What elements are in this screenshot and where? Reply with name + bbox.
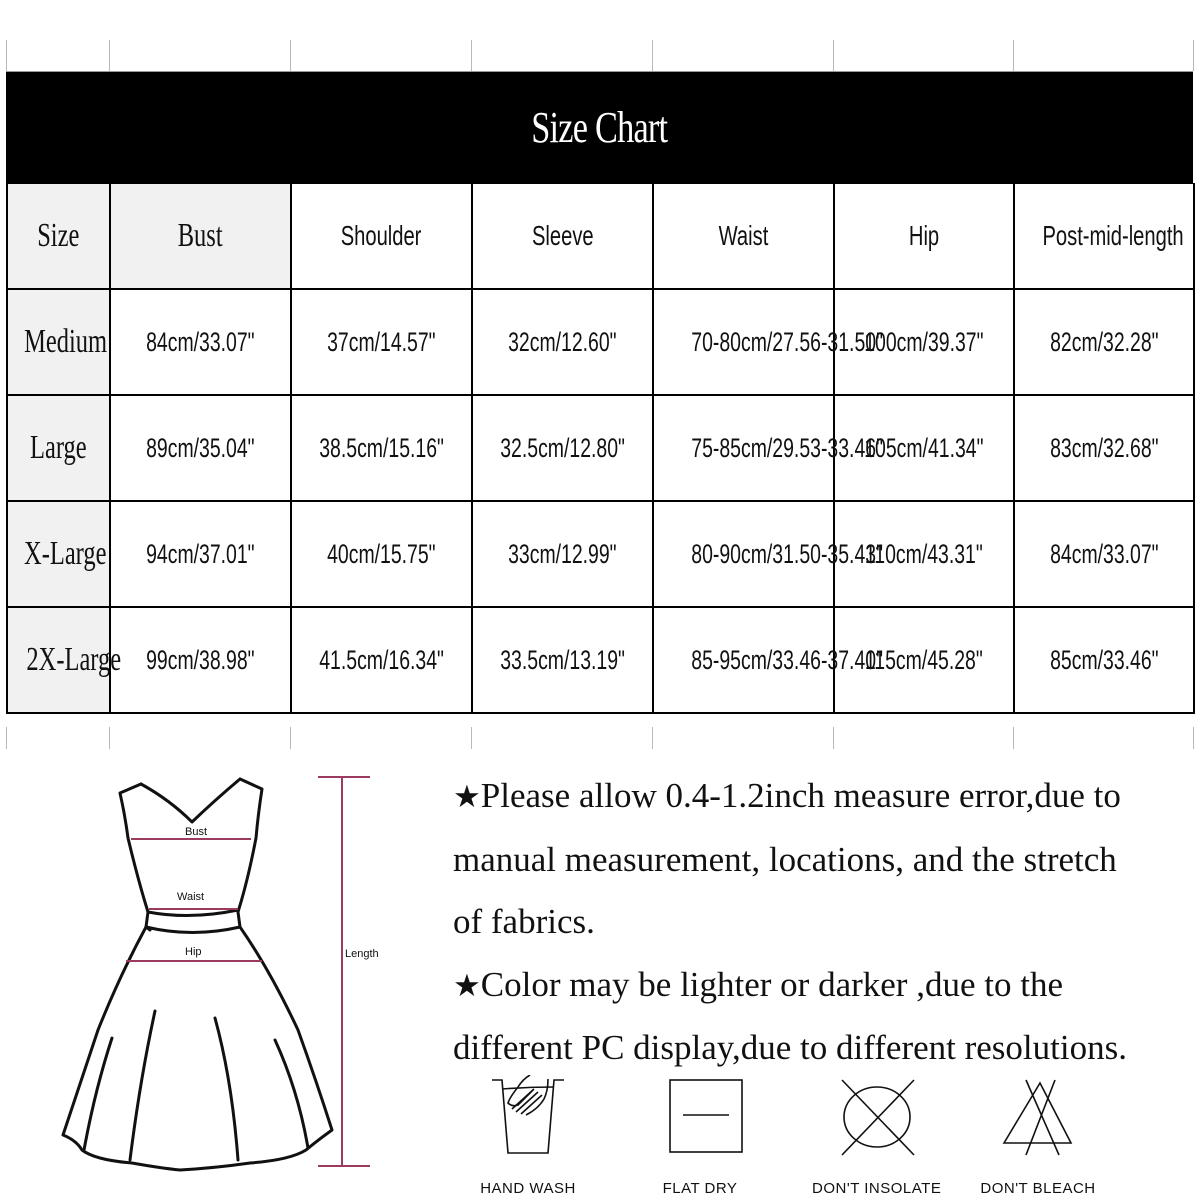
cell-value: 41.5cm/16.34"	[319, 644, 444, 675]
cell-value: 82cm/32.28"	[1049, 326, 1159, 357]
note-measure-error	[453, 765, 1193, 829]
gridline	[471, 40, 472, 71]
table-row	[7, 607, 1194, 713]
cell-shoulder	[291, 501, 472, 607]
cell-sleeve	[472, 395, 653, 501]
size-table	[6, 183, 1195, 714]
care-label: DON'T INSOLATE	[812, 1180, 942, 1197]
size-chart-title: Size Chart	[531, 103, 668, 152]
cell-length	[1014, 289, 1194, 395]
size-label: X-Large	[24, 535, 107, 572]
cell-value: 83cm/32.68"	[1049, 432, 1159, 463]
cell-size	[7, 395, 110, 501]
cell-length	[1014, 395, 1194, 501]
gridline	[109, 727, 110, 749]
dress-measurement-diagram	[60, 765, 400, 1185]
cell-bust	[110, 501, 291, 607]
cell-waist	[653, 607, 883, 713]
flat-dry-icon	[655, 1075, 745, 1160]
note-line: Please allow 0.4-1.2inch measure error,due to	[480, 776, 1121, 815]
gridline	[6, 727, 7, 749]
size-chart	[6, 71, 1193, 714]
cell-sleeve	[472, 501, 653, 607]
table-row	[7, 395, 1194, 501]
header-bust	[110, 184, 291, 290]
gridline	[290, 727, 291, 749]
cell-value: 85-95cm/33.46-37.40"	[691, 644, 883, 675]
header-sleeve	[472, 184, 653, 290]
cell-length	[1014, 607, 1194, 713]
note-line: of fabrics.	[453, 902, 595, 941]
care-label: FLAT DRY	[662, 1180, 738, 1197]
size-label: Medium	[24, 323, 108, 360]
hand-wash-icon	[478, 1075, 578, 1160]
hip-label: Hip	[185, 946, 202, 958]
cell-value: 110cm/43.31"	[865, 538, 983, 569]
gridline	[833, 40, 834, 71]
table-row	[7, 501, 1194, 607]
header-hip	[834, 184, 1014, 290]
cell-shoulder	[291, 607, 472, 713]
cell-sleeve	[472, 607, 653, 713]
header-label: Post-mid-length	[1042, 220, 1184, 251]
waist-label: Waist	[177, 891, 205, 903]
cell-value: 80-90cm/31.50-35.43"	[691, 538, 883, 569]
cell-value: 33.5cm/13.19"	[500, 644, 625, 675]
dont-bleach-icon	[978, 1075, 1098, 1160]
gridline	[471, 727, 472, 749]
length-label: Length	[345, 948, 379, 960]
cell-size	[7, 501, 110, 607]
cell-value: 70-80cm/27.56-31.50"	[691, 326, 883, 357]
cell-bust	[110, 289, 291, 395]
care-dont-insolate	[812, 1075, 941, 1197]
measurement-notes	[453, 765, 1193, 1080]
gridline	[1013, 40, 1014, 71]
cell-shoulder	[291, 289, 472, 395]
cell-shoulder	[291, 395, 472, 501]
cell-value: 32.5cm/12.80"	[500, 432, 625, 463]
note-line: Color may be lighter or darker ,due to the	[480, 964, 1063, 1004]
gridline	[1193, 727, 1194, 749]
header-shoulder	[291, 184, 472, 290]
header-label: Shoulder	[341, 220, 422, 251]
cell-value: 85cm/33.46"	[1049, 644, 1159, 675]
note-color-variance	[453, 954, 1193, 1018]
cell-value: 75-85cm/29.53-33.46"	[691, 432, 883, 463]
table-row	[7, 289, 1194, 395]
cell-value: 33cm/12.99"	[508, 538, 617, 569]
gridline	[652, 727, 653, 749]
cell-waist	[653, 395, 883, 501]
gridline	[1193, 40, 1194, 71]
size-label: 2X-Large	[26, 641, 122, 678]
gridline	[290, 40, 291, 71]
care-hand-wash	[478, 1075, 578, 1197]
cell-value: 100cm/39.37"	[864, 326, 984, 357]
header-label: Size	[37, 217, 80, 254]
cell-size	[7, 289, 110, 395]
header-size	[7, 184, 110, 290]
note-line: different PC display,due to different resolutions.	[453, 1028, 1127, 1067]
table-header-row	[7, 184, 1194, 290]
dress-outline-icon	[60, 765, 400, 1185]
size-label: Large	[30, 429, 87, 466]
cell-size	[7, 607, 122, 713]
size-chart-title-bar	[6, 71, 1193, 183]
gridline	[6, 40, 7, 71]
cell-sleeve	[472, 289, 653, 395]
header-label: Bust	[178, 217, 223, 254]
cell-value: 94cm/37.01"	[146, 538, 255, 569]
cell-value: 89cm/35.04"	[146, 432, 255, 463]
care-dont-bleach	[978, 1075, 1098, 1197]
dont-insolate-icon	[822, 1075, 932, 1160]
care-flat-dry	[655, 1075, 745, 1197]
header-length	[1014, 184, 1194, 290]
cell-value: 105cm/41.34"	[864, 432, 984, 463]
star-icon: ★	[453, 779, 481, 814]
cell-value: 40cm/15.75"	[327, 538, 436, 569]
gridline	[109, 40, 110, 71]
gridline	[833, 727, 834, 749]
cell-value: 84cm/33.07"	[146, 326, 255, 357]
cell-value: 84cm/33.07"	[1049, 538, 1159, 569]
cell-length	[1014, 501, 1194, 607]
care-label: DON'T BLEACH	[980, 1180, 1096, 1197]
cell-waist	[653, 501, 883, 607]
cell-value: 115cm/45.28"	[865, 644, 983, 675]
cell-value: 32cm/12.60"	[508, 326, 617, 357]
cell-value: 37cm/14.57"	[327, 326, 436, 357]
star-icon: ★	[453, 967, 481, 1003]
header-label: Sleeve	[531, 220, 594, 251]
cell-value: 38.5cm/15.16"	[319, 432, 444, 463]
gridline	[652, 40, 653, 71]
care-label: HAND WASH	[480, 1180, 576, 1197]
cell-value: 99cm/38.98"	[146, 644, 255, 675]
header-label: Hip	[908, 220, 940, 251]
cell-bust	[110, 395, 291, 501]
header-waist	[653, 184, 834, 290]
note-line: manual measurement, locations, and the stretch	[453, 839, 1117, 879]
cell-bust	[110, 607, 291, 713]
header-label: Waist	[718, 220, 769, 251]
bust-label: Bust	[185, 826, 208, 838]
cell-waist	[653, 289, 883, 395]
gridline	[1013, 727, 1014, 749]
